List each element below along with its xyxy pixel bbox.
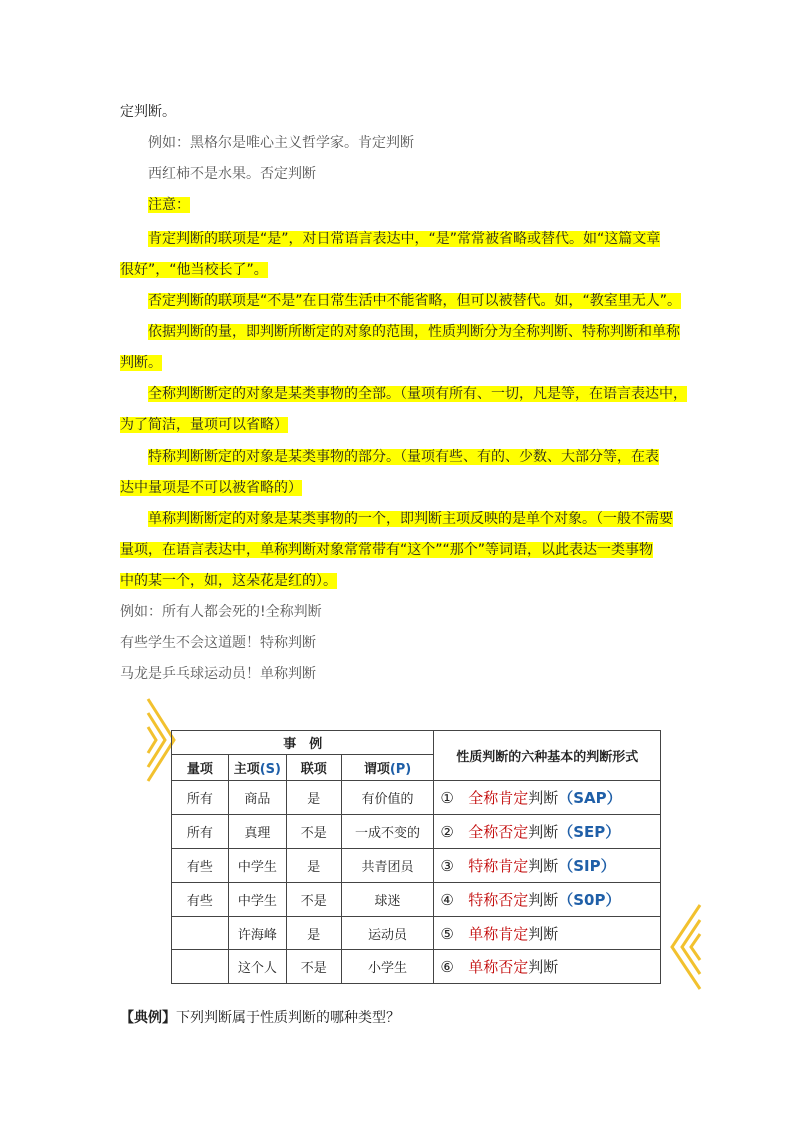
cell-form: [434, 781, 661, 815]
cell-subject: 中学生: [228, 883, 286, 917]
text-line: [148, 446, 659, 468]
highlighted-text: 单称判断断定的对象是某类事物的一个，即判断主项反映的是单个对象。（一般不需要: [148, 511, 673, 527]
cell-subject: 这个人: [228, 950, 286, 984]
highlighted-text: 判断。: [120, 355, 162, 371]
text-line: [148, 290, 681, 312]
cell-subject: 真理: [228, 815, 286, 849]
cell-quantifier: 有些: [172, 883, 229, 917]
text-line: [148, 508, 673, 530]
text-line: 例如：所有人都会死的!全称判断: [120, 604, 322, 620]
cell-quantifier: [172, 917, 229, 950]
cell-form: [434, 815, 661, 849]
cell-quantifier: 所有: [172, 815, 229, 849]
form-number: ①: [440, 789, 454, 807]
form-name-emphasis: 单称肯定: [468, 924, 529, 943]
table-row: [172, 781, 661, 815]
cell-copula: 是: [286, 781, 341, 815]
text-line: [120, 477, 302, 499]
cell-subject: 许海峰: [228, 917, 286, 950]
cell-predicate: 小学生: [341, 950, 434, 984]
cell-copula: 是: [286, 917, 341, 950]
forms-header: 性质判断的六种基本的判断形式: [434, 731, 661, 781]
table-row: [172, 815, 661, 849]
col-subject: [228, 755, 286, 781]
form-code: （SAP）: [558, 789, 622, 807]
table-row: [172, 950, 661, 984]
form-name-suffix: 判断: [528, 857, 559, 875]
form-code: （S0P）: [558, 891, 621, 909]
cell-copula: 不是: [286, 883, 341, 917]
form-name-suffix: 判断: [528, 958, 559, 976]
text-line: [120, 570, 337, 592]
form-name-suffix: 判断: [528, 924, 559, 943]
example-question: [120, 1007, 400, 1029]
text-line: [120, 259, 268, 281]
gold-chevron-right-decoration: [668, 903, 702, 991]
text-line: [120, 539, 653, 561]
form-number: ②: [440, 823, 454, 841]
text-line: 有些学生不会这道题！特称判断: [120, 635, 316, 651]
form-name-emphasis: 全称否定: [468, 823, 529, 841]
form-name-suffix: 判断: [528, 823, 559, 841]
cell-form: [434, 849, 661, 883]
form-number: ⑥: [440, 958, 454, 976]
cell-predicate: 运动员: [341, 917, 434, 950]
form-code: （SIP）: [558, 857, 616, 875]
cell-predicate: 球迷: [341, 883, 434, 917]
text-line: 定判断。: [120, 104, 176, 120]
form-number: ③: [440, 857, 454, 875]
form-name-emphasis: 特称否定: [468, 891, 529, 909]
col-quantifier: 量项: [172, 755, 229, 781]
note-label: 注意：: [148, 197, 190, 213]
form-name-suffix: 判断: [528, 891, 559, 909]
col-copula: 联项: [286, 755, 341, 781]
col-predicate-symbol: (P): [389, 762, 412, 777]
col-predicate: [341, 755, 434, 781]
form-number: ⑤: [440, 924, 454, 943]
cell-subject: 商品: [228, 781, 286, 815]
highlighted-text: 否定判断的联项是“不是”在日常生活中不能省略，但可以被替代。如，“教室里无人”。: [148, 293, 682, 309]
highlighted-text: 特称判断断定的对象是某类事物的部分。（量项有些、有的、少数、大部分等，在表: [148, 449, 659, 465]
form-name-emphasis: 特称肯定: [468, 857, 529, 875]
form-name-suffix: 判断: [528, 789, 559, 807]
cell-form: [434, 917, 661, 950]
cell-copula: 是: [286, 849, 341, 883]
example-label: 【典例】: [120, 1010, 176, 1026]
highlighted-text: 肯定判断的联项是“是”，对日常语言表达中，“是”常常被省略或替代。如“这篇文章: [148, 231, 661, 247]
text-line: [120, 352, 162, 374]
table-row: [172, 883, 661, 917]
text-line: [148, 383, 687, 405]
form-name-emphasis: 全称肯定: [468, 789, 529, 807]
col-predicate-label: 谓项: [363, 762, 390, 777]
cell-predicate: 一成不变的: [341, 815, 434, 849]
col-subject-symbol: (S): [259, 762, 281, 777]
highlighted-text: 中的某一个，如，这朵花是红的）。: [120, 573, 337, 589]
cell-quantifier: 所有: [172, 781, 229, 815]
highlighted-text: 全称判断断定的对象是某类事物的全部。（量项有所有、一切，凡是等，在语言表达中，: [148, 386, 687, 402]
table-row: [172, 917, 661, 950]
cell-subject: 中学生: [228, 849, 286, 883]
highlighted-text: 为了简洁，量项可以省略）: [120, 417, 288, 433]
text-line: [148, 228, 660, 250]
cell-copula: 不是: [286, 815, 341, 849]
example-question-text: 下列判断属于性质判断的哪种类型？: [176, 1010, 400, 1026]
example-sentence: 例如：黑格尔是唯心主义哲学家。肯定判断: [148, 135, 414, 151]
form-code: （SEP）: [558, 823, 621, 841]
cell-predicate: 有价值的: [341, 781, 434, 815]
form-name-emphasis: 单称否定: [468, 958, 529, 976]
table-row: [172, 849, 661, 883]
text-line: [148, 132, 414, 154]
text-line: 西红柿不是水果。否定判断: [148, 166, 316, 182]
text-line: [120, 414, 288, 436]
col-subject-label: 主项: [233, 762, 260, 777]
form-number: ④: [440, 891, 454, 909]
highlighted-text: 达中量项是不可以被省略的）: [120, 480, 302, 496]
judgment-forms-table: [171, 730, 661, 984]
highlighted-text: 很好”，“他当校长了”。: [120, 262, 268, 278]
text-line: [148, 194, 190, 216]
highlighted-text: 量项，在语言表达中，单称判断对象常常带有“这个”“那个”等词语，以此表达一类事物: [120, 542, 654, 558]
cell-quantifier: [172, 950, 229, 984]
example-header: 事 例: [172, 731, 434, 755]
cell-quantifier: 有些: [172, 849, 229, 883]
text-line: 马龙是乒乓球运动员！单称判断: [120, 666, 316, 682]
highlighted-text: 依据判断的量，即判断所断定的对象的范围，性质判断分为全称判断、特称判断和单称: [148, 324, 680, 340]
cell-form: [434, 883, 661, 917]
cell-predicate: 共青团员: [341, 849, 434, 883]
cell-form: [434, 950, 661, 984]
cell-copula: 不是: [286, 950, 341, 984]
text-line: [148, 321, 680, 343]
